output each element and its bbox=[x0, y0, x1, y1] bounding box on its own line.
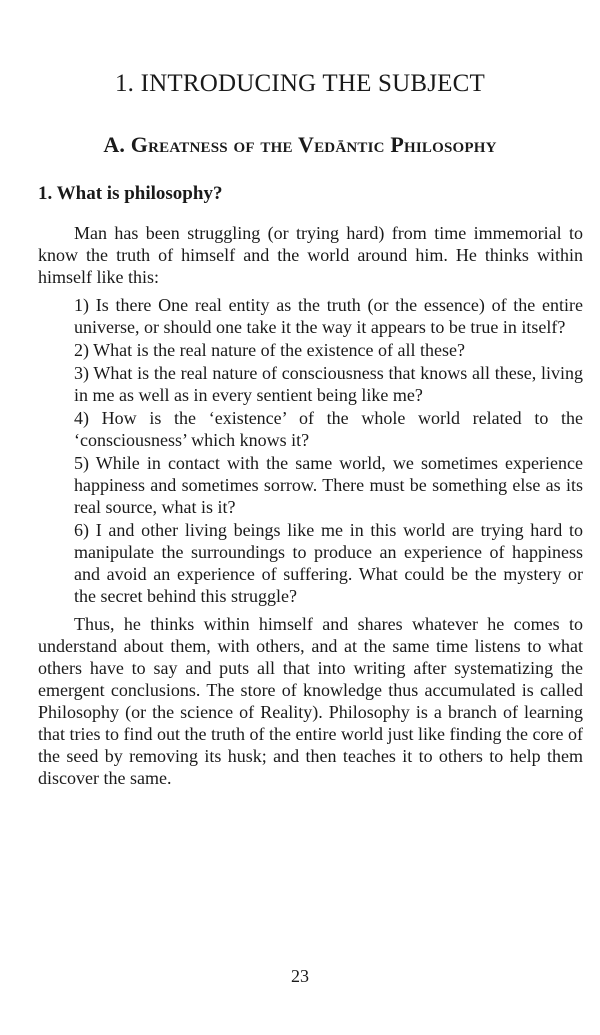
body-text bbox=[38, 222, 583, 789]
intro-paragraph: Man has been struggling (or trying hard) from time immemorial to know the truth of himself and the world around him. He thinks within himself like this: bbox=[38, 223, 583, 287]
chapter-title: 1. INTRODUCING THE SUBJECT bbox=[114, 70, 486, 97]
list-item: 5) While in contact with the same world, we sometimes experience happiness and sometimes sorrow. There must be something else as its real source, what is it? bbox=[74, 453, 583, 517]
list-item: 1) Is there One real entity as the truth (or the essence) of the entire universe, or should one take it the way it appears to be true in itself? bbox=[74, 295, 583, 337]
question-heading: 1. What is philosophy? bbox=[38, 183, 223, 204]
list-item: 3) What is the real nature of consciousness that knows all these, living in me as well as in every sentient being like me? bbox=[74, 363, 583, 405]
list-item: 2) What is the real nature of the existence of all these? bbox=[74, 340, 465, 360]
question-list bbox=[74, 294, 583, 607]
closing-paragraph: Thus, he thinks within himself and shares whatever he comes to understand about them, with others, and at the same time listens to what others have to say and puts all that into writing after systematizing the emergent conclusions. The store of knowledge thus accumulated is called Philosophy (or the science of Reality). Philosophy is a branch of learning that tries to find out the truth of the entire world just like finding the core of the seed by removing its husk; and then teaches it to others to help them discover the same. bbox=[38, 614, 583, 788]
list-item: 4) How is the ‘existence’ of the whole world related to the ‘consciousness’ which knows it? bbox=[74, 408, 583, 450]
section-title: A. Greatness of the Vedāntic Philosophy bbox=[103, 132, 497, 157]
list-item: 6) I and other living beings like me in this world are trying hard to manipulate the surroundings to produce an experience of happiness and avoid an experience of suffering. What could be the mystery or the secret behind this struggle? bbox=[74, 520, 583, 606]
page-number: 23 bbox=[291, 966, 309, 986]
